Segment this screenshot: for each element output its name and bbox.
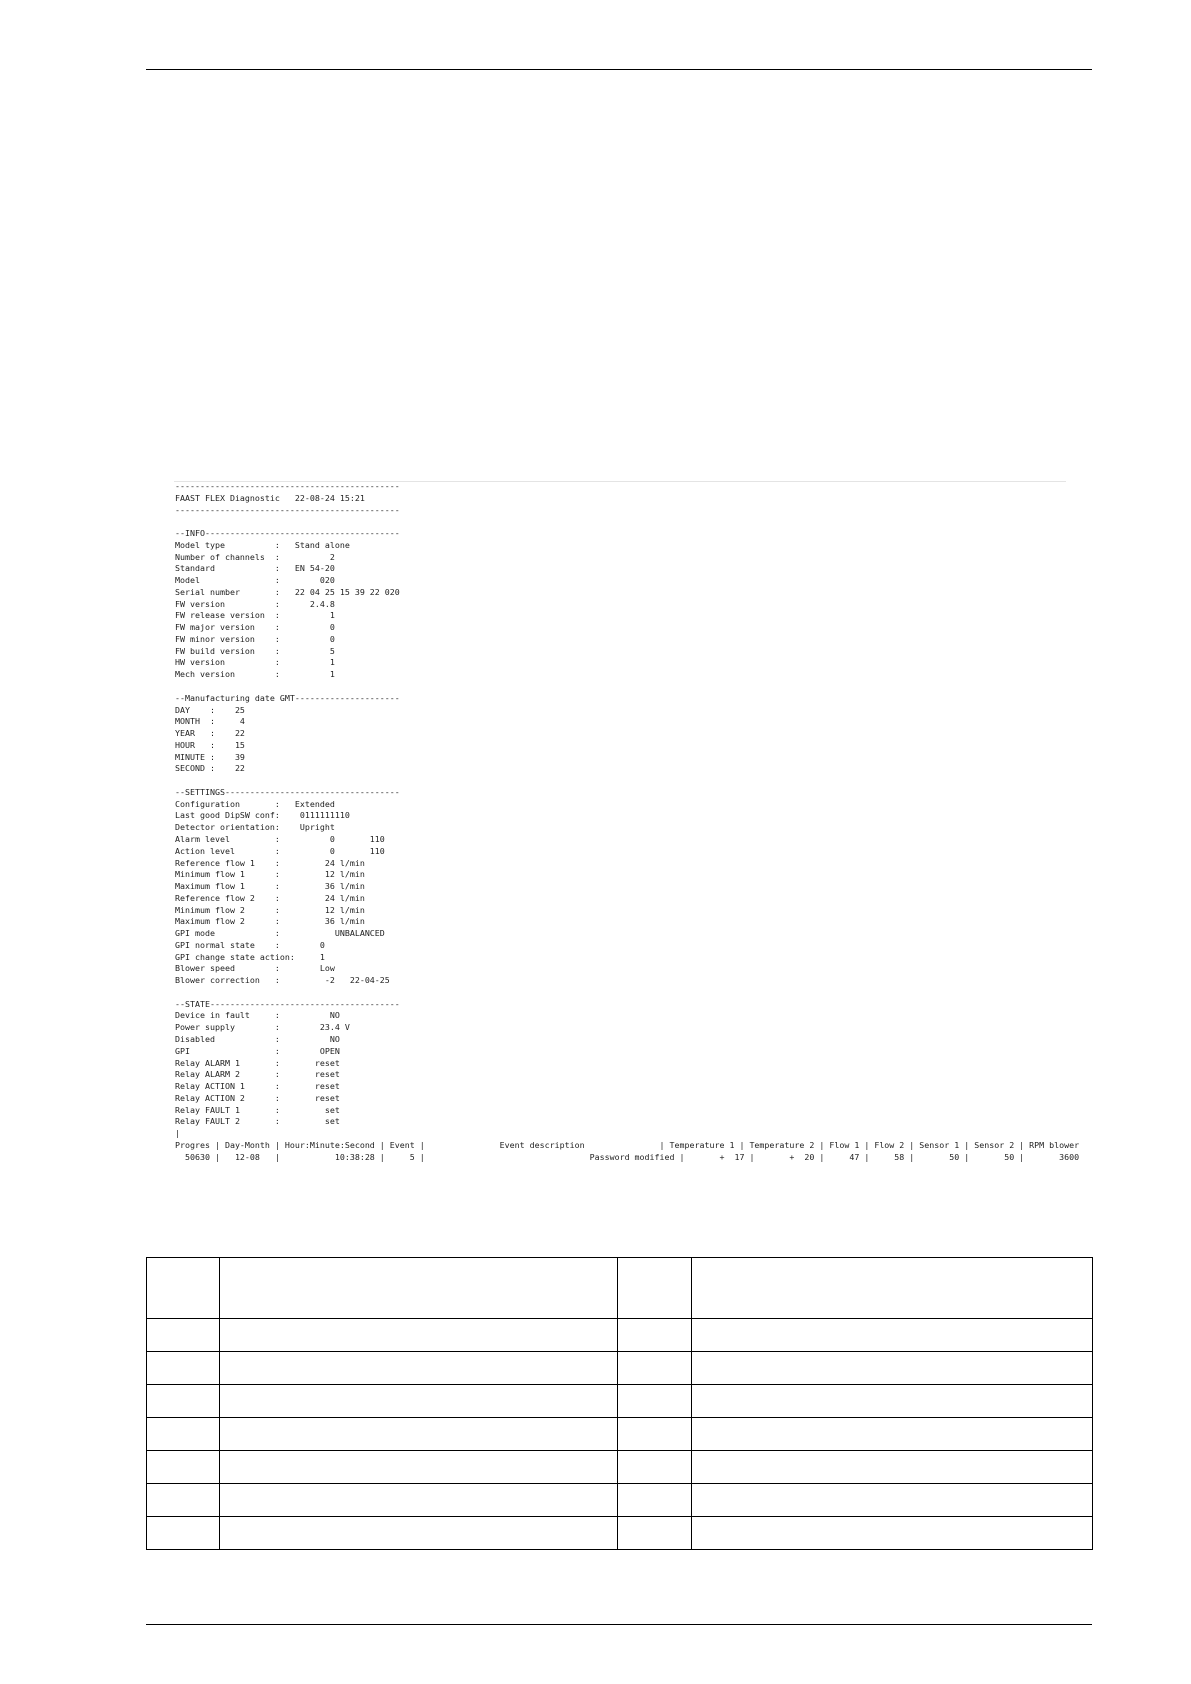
- diagnostic-line: --STATE--------------------------------------: [175, 998, 400, 1009]
- diagnostic-line: --INFO---------------------------------------: [175, 528, 400, 539]
- diagnostic-line: FW release version : 1: [175, 610, 335, 621]
- diagnostic-line: Minimum flow 2 : 12 l/min: [175, 904, 365, 915]
- header-rule: [146, 69, 1092, 70]
- diagnostic-line: Reference flow 1 : 24 l/min: [175, 857, 365, 868]
- diagnostic-line: Blower speed : Low: [175, 963, 335, 974]
- diagnostic-line: GPI normal state : 0: [175, 939, 325, 950]
- diagnostic-line: ---------------------------------------------: [175, 481, 400, 491]
- diagnostic-line: --SETTINGS-----------------------------------: [175, 786, 400, 797]
- diagnostic-line: Detector orientation: Upright: [175, 822, 335, 833]
- table-row: [147, 1517, 1093, 1550]
- diagnostic-line: YEAR : 22: [175, 728, 245, 739]
- diagnostic-line: Model : 020: [175, 575, 335, 586]
- diagnostic-line: FW major version : 0: [175, 622, 335, 633]
- diagnostic-line: |: [175, 1128, 180, 1139]
- diagnostic-line: Power supply : 23.4 V: [175, 1022, 350, 1033]
- table-row: [147, 1319, 1093, 1352]
- diagnostic-line: Progres | Day-Month | Hour:Minute:Second | Event | Event description | Temperature 1 | Temperature 2 | Flow 1 | Flow 2 | Sensor 1 | Sensor 2 | RPM blower: [175, 1139, 1080, 1150]
- diagnostic-line: HW version : 1: [175, 657, 335, 668]
- diagnostic-printout: [175, 481, 1079, 1163]
- diagnostic-line: Relay ALARM 2 : reset: [175, 1069, 340, 1080]
- diagnostic-line: FW minor version : 0: [175, 633, 335, 644]
- diagnostic-line: [175, 775, 1079, 787]
- diagnostic-line: SECOND : 22: [175, 763, 245, 774]
- diagnostic-line: Blower correction : -2 22-04-25: [175, 975, 390, 986]
- diagnostic-line: GPI change state action: 1: [175, 951, 325, 962]
- diagnostic-line: Device in fault : NO: [175, 1010, 340, 1021]
- diagnostic-line: FW build version : 5: [175, 645, 335, 656]
- diagnostic-line: Model type : Stand alone: [175, 539, 350, 550]
- diagnostic-line: Alarm level : 0 110: [175, 833, 385, 844]
- diagnostic-line: GPI : OPEN: [175, 1045, 340, 1056]
- diagnostic-line: Serial number : 22 04 25 15 39 22 020: [175, 586, 400, 597]
- empty-table: [146, 1257, 1093, 1550]
- table-row: [147, 1352, 1093, 1385]
- diagnostic-line: DAY : 25: [175, 704, 245, 715]
- diagnostic-line: Disabled : NO: [175, 1033, 340, 1044]
- diagnostic-line: --Manufacturing date GMT---------------------: [175, 692, 400, 703]
- diagnostic-line: Configuration : Extended: [175, 798, 335, 809]
- diagnostic-line: Relay ALARM 1 : reset: [175, 1057, 340, 1068]
- diagnostic-line: Relay FAULT 1 : set: [175, 1104, 340, 1115]
- table-row: [147, 1385, 1093, 1418]
- diagnostic-line: [175, 987, 1079, 999]
- diagnostic-line: [175, 681, 1079, 693]
- footer-rule: [146, 1624, 1092, 1625]
- diagnostic-line: Maximum flow 2 : 36 l/min: [175, 916, 365, 927]
- diagnostic-line: MINUTE : 39: [175, 751, 245, 762]
- diagnostic-line: Relay ACTION 1 : reset: [175, 1081, 340, 1092]
- diagnostic-line: MONTH : 4: [175, 716, 245, 727]
- diagnostic-line: Mech version : 1: [175, 669, 335, 680]
- table-row: [147, 1484, 1093, 1517]
- table-row: [147, 1418, 1093, 1451]
- diagnostic-line: Minimum flow 1 : 12 l/min: [175, 869, 365, 880]
- diagnostic-line: Reference flow 2 : 24 l/min: [175, 892, 365, 903]
- diagnostic-line: Number of channels : 2: [175, 551, 335, 562]
- diagnostic-line: Action level : 0 110: [175, 845, 385, 856]
- diagnostic-line: [175, 516, 1079, 528]
- diagnostic-line: FW version : 2.4.8: [175, 598, 335, 609]
- diagnostic-line: Standard : EN 54-20: [175, 563, 335, 574]
- diagnostic-line: Maximum flow 1 : 36 l/min: [175, 881, 365, 892]
- diagnostic-line: 50630 | 12-08 | 10:38:28 | 5 | Password modified | + 17 | + 20 | 47 | 58 | 50 | 50 | 3600: [175, 1151, 1080, 1162]
- diagnostic-line: GPI mode : UNBALANCED: [175, 928, 385, 939]
- diagnostic-line: Last good DipSW conf: 0111111110: [175, 810, 350, 821]
- diagnostic-line: ---------------------------------------------: [175, 504, 400, 515]
- diagnostic-line: Relay ACTION 2 : reset: [175, 1092, 340, 1103]
- diagnostic-line: Relay FAULT 2 : set: [175, 1116, 340, 1127]
- diagnostic-line: FAAST FLEX Diagnostic 22-08-24 15:21: [175, 492, 365, 503]
- diagnostic-line: HOUR : 15: [175, 739, 245, 750]
- table-header-row: [147, 1258, 1093, 1319]
- table-row: [147, 1451, 1093, 1484]
